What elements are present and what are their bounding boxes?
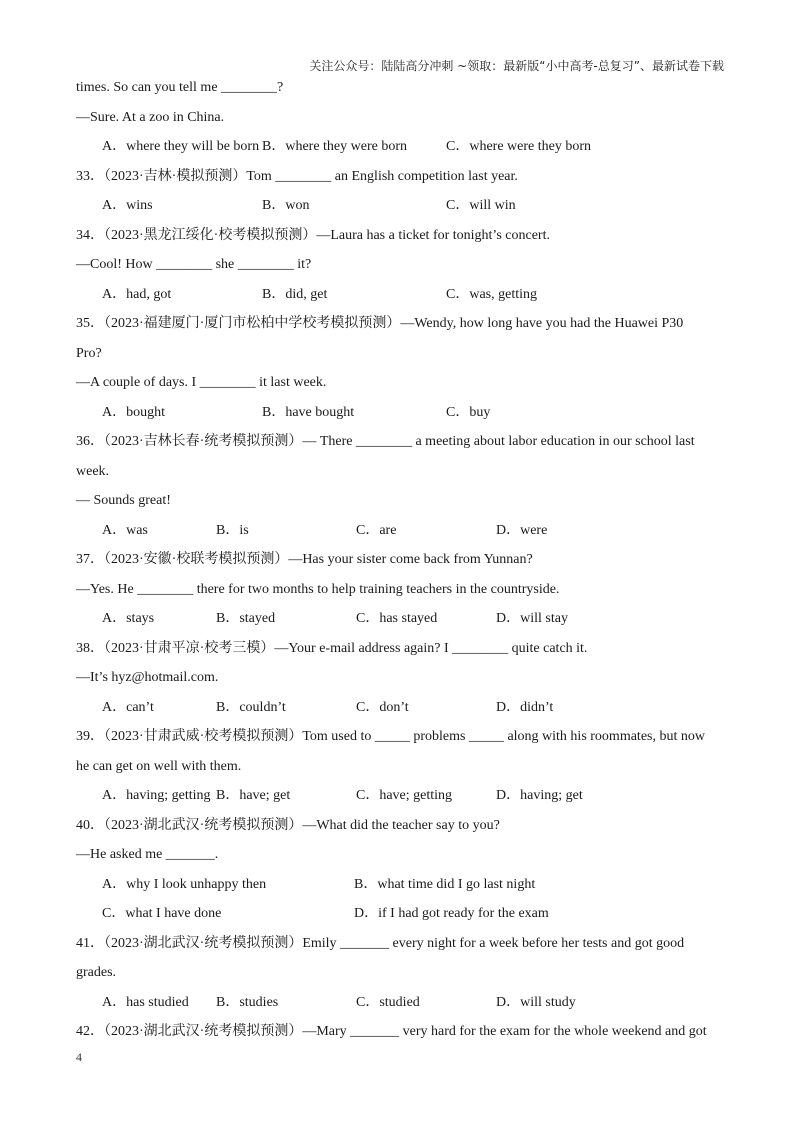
options-row bbox=[76, 899, 726, 929]
answer-option: B．where they were born bbox=[262, 139, 408, 154]
answer-option: A．wins bbox=[102, 198, 153, 213]
answer-option: D．were bbox=[496, 522, 548, 538]
answer-option: B．won bbox=[262, 198, 310, 213]
answer-option: A．having; getting bbox=[102, 788, 211, 803]
answer-option: B．couldn’t bbox=[216, 699, 286, 715]
answer-option: D．will study bbox=[496, 994, 576, 1010]
text-line: times. So can you tell me ________? bbox=[76, 80, 284, 95]
answer-option: B．is bbox=[216, 522, 249, 538]
text-line: 38．（2023·甘肃平凉·校考三模）—Your e-mail address again? I ________ quite catch it. bbox=[76, 640, 588, 656]
text-line: 35．（2023·福建厦门·厦门市松柏中学校考模拟预测）—Wendy, how long have you had the Huawei P30 bbox=[76, 316, 684, 331]
text-line: 36．（2023·吉林长春·统考模拟预测）— There ________ a meeting about labor education in our school last bbox=[76, 434, 695, 449]
text-line: week. bbox=[76, 463, 110, 479]
answer-option: B．what time did I go last night bbox=[354, 876, 536, 892]
text-line: 42．（2023·湖北武汉·统考模拟预测）—Mary _______ very hard for the exam for the whole weekend and got bbox=[76, 1024, 707, 1039]
answer-option: C．will win bbox=[446, 198, 516, 213]
options-row bbox=[76, 870, 726, 900]
answer-option: C．studied bbox=[356, 994, 420, 1010]
answer-option: B．did, get bbox=[262, 286, 328, 302]
text-line: —Yes. He ________ there for two months to help training teachers in the countryside. bbox=[76, 581, 560, 597]
answer-option: C．don’t bbox=[356, 699, 409, 715]
text-line: —It’s hyz@hotmail.com. bbox=[76, 670, 219, 685]
text-line: he can get on well with them. bbox=[76, 758, 242, 774]
answer-option: D．will stay bbox=[496, 611, 568, 626]
options-row bbox=[76, 516, 726, 546]
answer-option: C．has stayed bbox=[356, 611, 438, 626]
options-row bbox=[76, 398, 726, 428]
answer-option: A．was bbox=[102, 522, 148, 538]
text-line: 39．（2023·甘肃武威·校考模拟预测）Tom used to _____ problems _____ along with his roommates, but now bbox=[76, 729, 705, 744]
text-line: grades. bbox=[76, 965, 117, 980]
answer-option: D．having; get bbox=[496, 788, 583, 803]
answer-option: C．are bbox=[356, 522, 397, 538]
text-line: 34．（2023·黑龙江绥化·校考模拟预测）—Laura has a ticket for tonight’s concert. bbox=[76, 227, 550, 243]
text-line: —Cool! How ________ she ________ it? bbox=[76, 257, 312, 272]
answer-option: D．didn’t bbox=[496, 699, 554, 715]
text-line: Pro? bbox=[76, 345, 102, 361]
options-row bbox=[76, 604, 726, 634]
answer-option: A．can’t bbox=[102, 699, 154, 715]
answer-option: C．where were they born bbox=[446, 139, 592, 154]
text-line: 37．（2023·安徽·校联考模拟预测）—Has your sister come back from Yunnan? bbox=[76, 552, 533, 567]
answer-option: D．if I had got ready for the exam bbox=[354, 906, 549, 921]
page-number: 4 bbox=[76, 1050, 82, 1064]
options-row bbox=[76, 280, 726, 310]
text-line: 41．（2023·湖北武汉·统考模拟预测）Emily _______ every night for a week before her tests and got good bbox=[76, 935, 685, 951]
options-row bbox=[76, 693, 726, 723]
answer-option: B．have bought bbox=[262, 404, 355, 420]
answer-option: A．bought bbox=[102, 404, 165, 420]
options-row bbox=[76, 988, 726, 1018]
options-row bbox=[76, 781, 726, 811]
answer-option: C．what I have done bbox=[102, 906, 222, 921]
answer-option: C．was, getting bbox=[446, 286, 537, 302]
page-header: 关注公众号：陆陆高分冲刺 ~领取：最新版“小中高考-总复习”、最新试卷下载 bbox=[309, 59, 724, 73]
answer-option: A．has studied bbox=[102, 994, 189, 1010]
answer-option: A．had, got bbox=[102, 286, 172, 302]
options-row bbox=[76, 132, 726, 162]
answer-option: A．why I look unhappy then bbox=[102, 876, 267, 892]
text-line: 40．（2023·湖北武汉·统考模拟预测）—What did the teacher say to you? bbox=[76, 817, 500, 833]
answer-option: A．where they will be born bbox=[102, 139, 260, 154]
answer-option: C．buy bbox=[446, 404, 491, 420]
text-line: — Sounds great! bbox=[76, 493, 171, 508]
answer-option: B．have; get bbox=[216, 788, 291, 803]
text-line: —A couple of days. I ________ it last week. bbox=[76, 375, 327, 390]
text-line: 33．（2023·吉林·模拟预测）Tom ________ an English competition last year. bbox=[76, 168, 518, 184]
answer-option: C．have; getting bbox=[356, 788, 453, 803]
answer-option: B．studies bbox=[216, 994, 279, 1010]
options-row bbox=[76, 191, 726, 221]
answer-option: A．stays bbox=[102, 611, 155, 626]
document-body bbox=[76, 73, 726, 1047]
text-line: —He asked me _______. bbox=[76, 847, 219, 862]
answer-option: B．stayed bbox=[216, 611, 276, 626]
text-line: —Sure. At a zoo in China. bbox=[76, 109, 225, 125]
